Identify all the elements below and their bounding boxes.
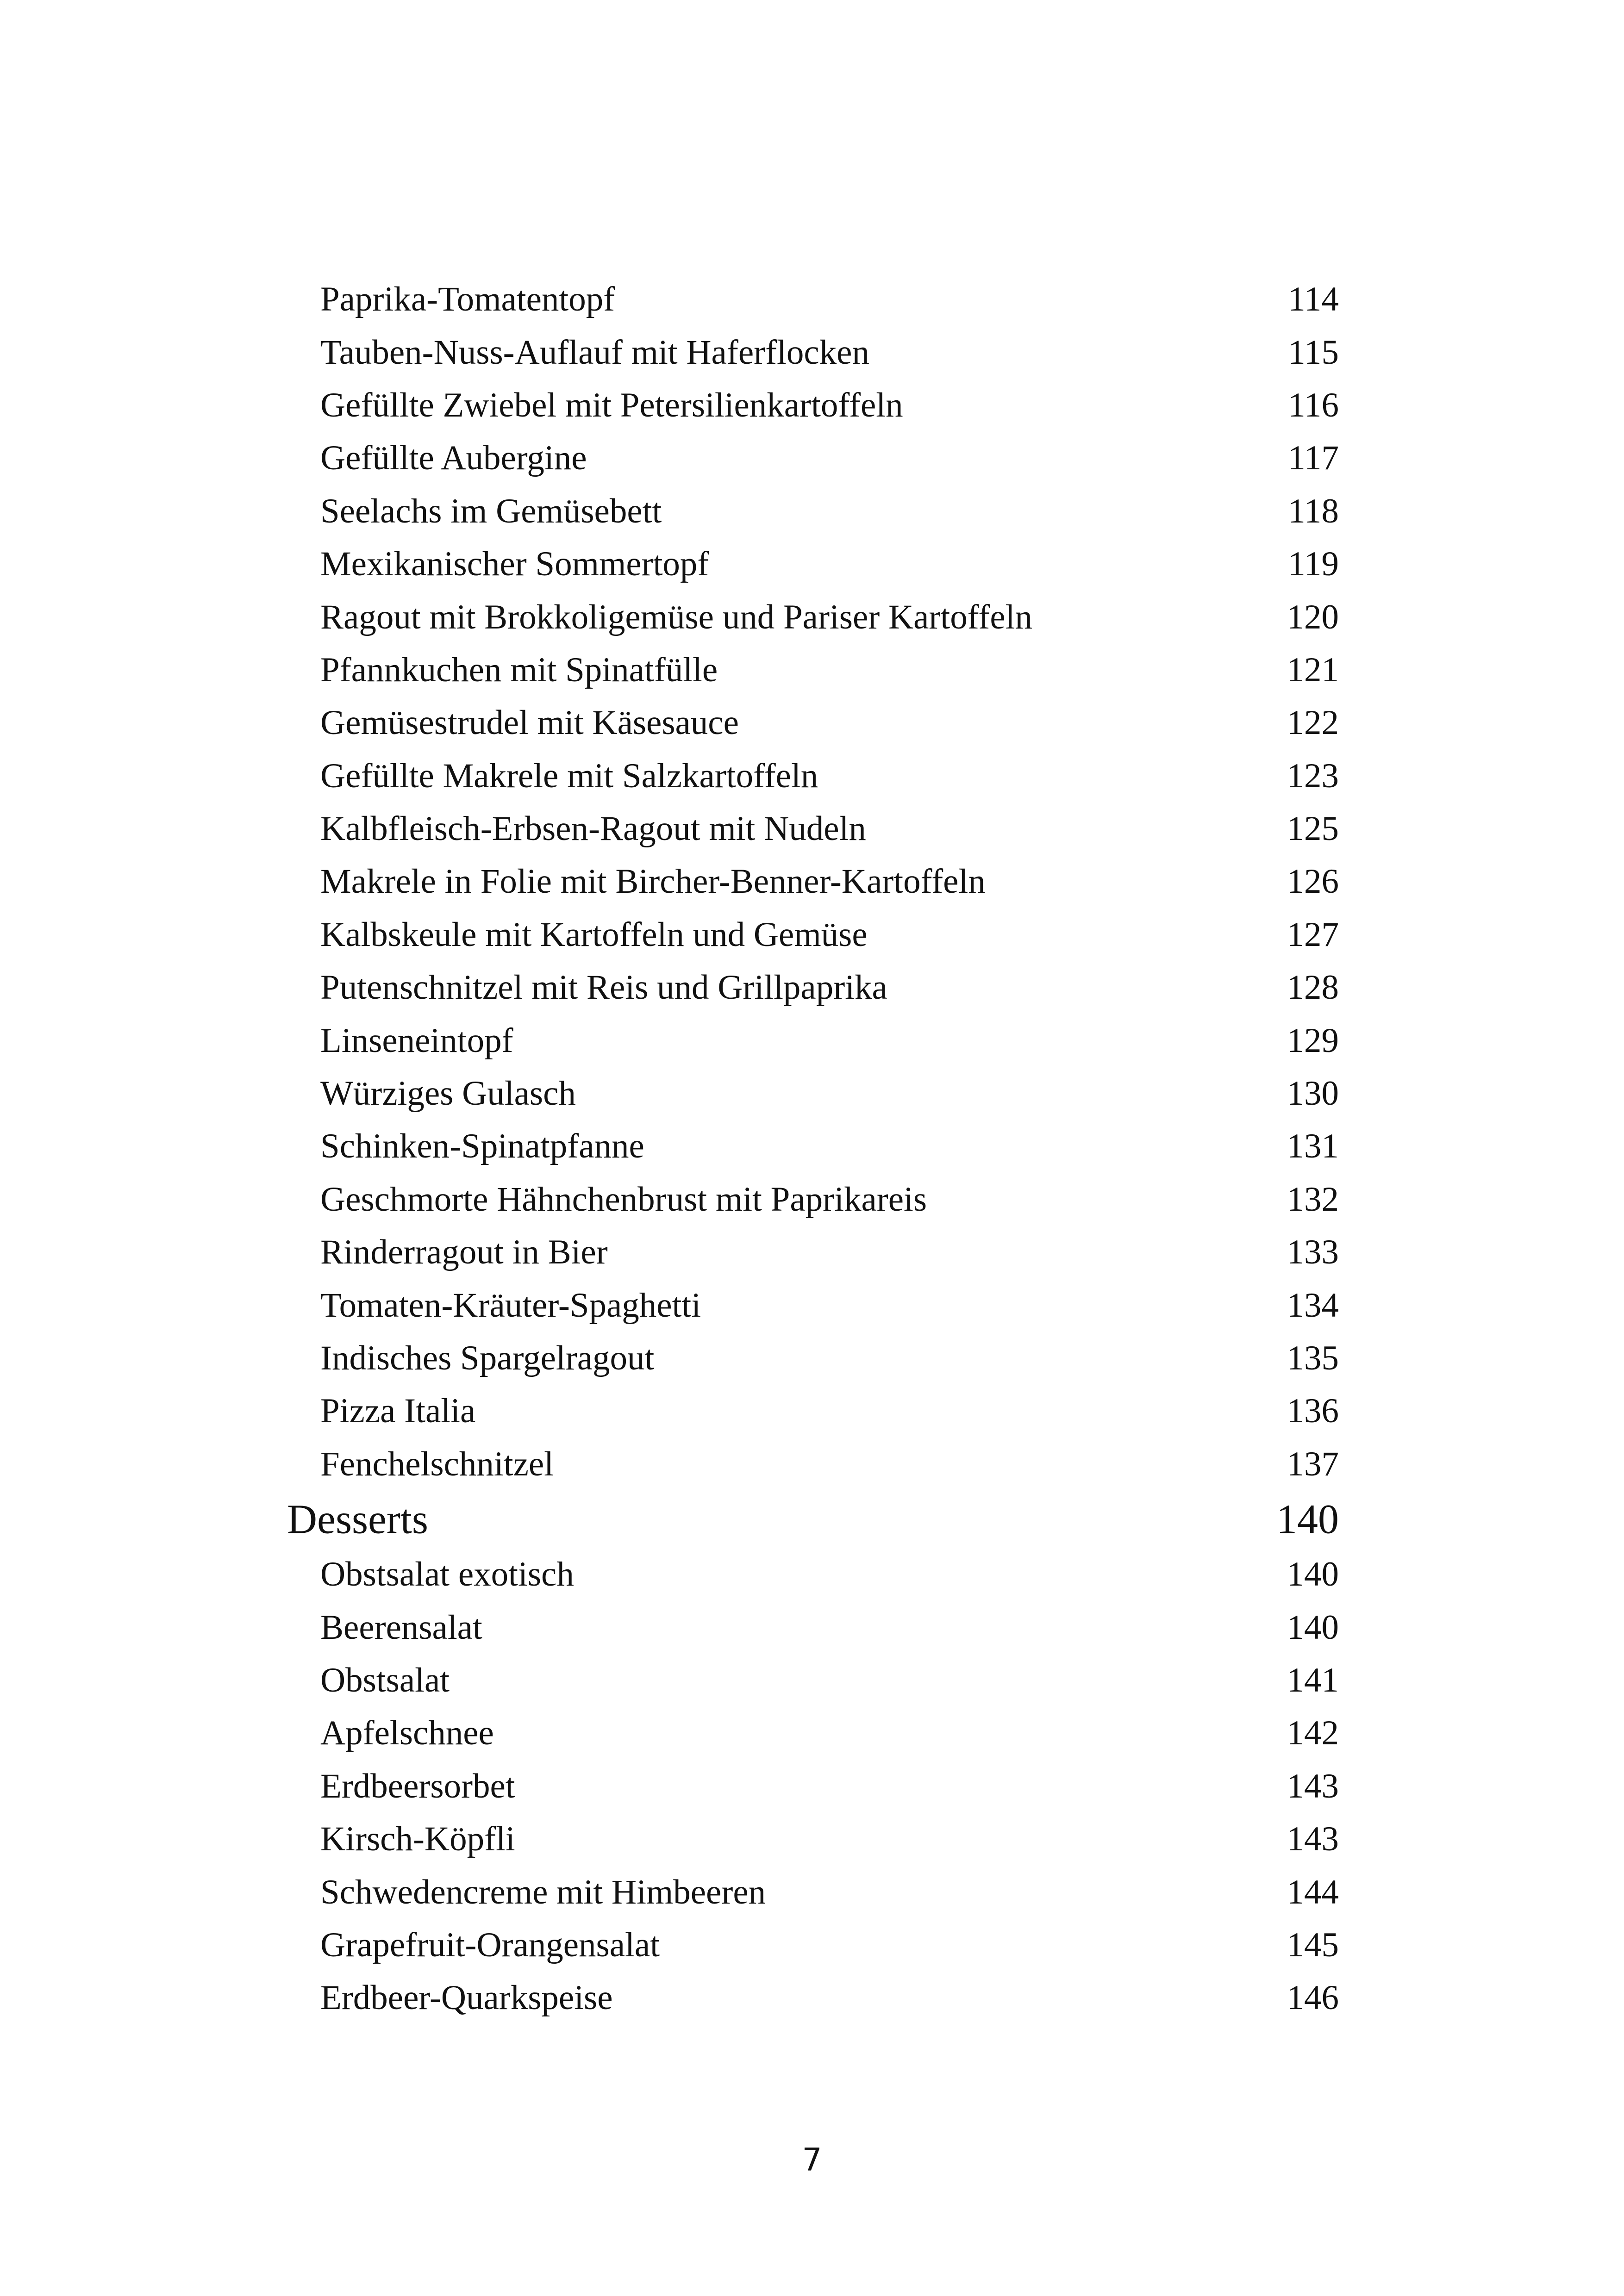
toc-entry-title: Apfelschnee <box>320 1714 494 1753</box>
page-number: 7 <box>802 2142 822 2178</box>
toc-entry-page: 146 <box>1287 1979 1339 2017</box>
toc-entry-page: 123 <box>1287 756 1339 795</box>
toc-entry-page: 132 <box>1287 1180 1339 1219</box>
toc-entry[interactable] <box>287 379 1339 432</box>
toc-entry-title: Linseneintopf <box>320 1021 513 1060</box>
toc-entry-page: 125 <box>1287 809 1339 848</box>
toc-entry-page: 114 <box>1288 280 1339 319</box>
toc-entry[interactable] <box>287 1972 1339 2024</box>
toc-entry-title: Beerensalat <box>320 1608 482 1647</box>
toc-entry[interactable] <box>287 1760 1339 1813</box>
toc-entry-page: 134 <box>1287 1286 1339 1325</box>
toc-entry[interactable] <box>287 803 1339 855</box>
toc-entry[interactable] <box>287 1438 1339 1491</box>
toc-entry-title: Gemüsestrudel mit Käsesauce <box>320 703 739 742</box>
section-page: 140 <box>1276 1496 1339 1543</box>
toc-entry-page: 131 <box>1287 1127 1339 1166</box>
toc-entry-title: Erdbeer-Quarkspeise <box>320 1979 613 2017</box>
toc-entry-page: 142 <box>1287 1714 1339 1753</box>
toc-entry-page: 126 <box>1287 862 1339 901</box>
toc-entry[interactable] <box>287 1173 1339 1226</box>
toc-entry-title: Ragout mit Brokkoligemüse und Pariser Kartoffeln <box>320 597 1032 636</box>
toc-entry-page: 122 <box>1287 703 1339 742</box>
toc-entry[interactable] <box>287 1120 1339 1173</box>
toc-entry-title: Tauben-Nuss-Auflauf mit Haferflocken <box>320 333 869 372</box>
toc-entry[interactable] <box>287 1707 1339 1760</box>
toc-entry-page: 137 <box>1287 1444 1339 1483</box>
toc-entry[interactable] <box>287 1866 1339 1918</box>
table-of-contents <box>287 273 1339 2025</box>
toc-entry-title: Pfannkuchen mit Spinatfülle <box>320 650 718 689</box>
toc-entry-page: 140 <box>1287 1555 1339 1594</box>
toc-entry-title: Indisches Spargelragout <box>320 1339 655 1377</box>
toc-entry-page: 143 <box>1287 1820 1339 1859</box>
toc-entry[interactable] <box>287 1067 1339 1120</box>
toc-entry-title: Schwedencreme mit Himbeeren <box>320 1873 766 1911</box>
toc-entry-title: Putenschnitzel mit Reis und Grillpaprika <box>320 968 887 1007</box>
toc-entry-page: 118 <box>1288 492 1339 530</box>
toc-entry-page: 135 <box>1287 1339 1339 1377</box>
toc-entry-page: 140 <box>1287 1608 1339 1647</box>
toc-entry-title: Erdbeersorbet <box>320 1767 515 1805</box>
toc-entry[interactable] <box>287 1654 1339 1707</box>
toc-entry-page: 143 <box>1287 1767 1339 1805</box>
toc-entry-page: 145 <box>1287 1925 1339 1964</box>
toc-entry-title: Obstsalat <box>320 1661 450 1699</box>
toc-entry-title: Rinderragout in Bier <box>320 1233 608 1272</box>
toc-entry[interactable] <box>287 1919 1339 1972</box>
toc-entry-page: 119 <box>1288 545 1339 584</box>
toc-entry-title: Tomaten-Kräuter-Spaghetti <box>320 1286 701 1325</box>
toc-entry-title: Schinken-Spinatpfanne <box>320 1127 644 1166</box>
toc-entry-title: Würziges Gulasch <box>320 1074 576 1113</box>
toc-entry-title: Grapefruit-Orangensalat <box>320 1925 660 1964</box>
toc-entry-title: Gefüllte Zwiebel mit Petersilienkartoffeln <box>320 386 903 424</box>
toc-entry[interactable] <box>287 750 1339 803</box>
toc-entry-page: 130 <box>1287 1074 1339 1113</box>
toc-entry-title: Gefüllte Aubergine <box>320 439 587 478</box>
toc-entry-title: Paprika-Tomatentopf <box>320 280 615 319</box>
toc-entry-title: Fenchelschnitzel <box>320 1444 554 1483</box>
toc-entry[interactable] <box>287 1332 1339 1385</box>
toc-entry-title: Gefüllte Makrele mit Salzkartoffeln <box>320 756 818 795</box>
toc-entry-title: Mexikanischer Sommertopf <box>320 545 709 584</box>
toc-entry[interactable] <box>287 1226 1339 1279</box>
toc-entry-title: Geschmorte Hähnchenbrust mit Paprikareis <box>320 1180 927 1219</box>
toc-entry[interactable] <box>287 644 1339 697</box>
toc-entry-title: Kirsch-Köpfli <box>320 1820 515 1859</box>
toc-entry[interactable] <box>287 591 1339 643</box>
toc-entry-page: 136 <box>1287 1392 1339 1431</box>
toc-entry[interactable] <box>287 855 1339 908</box>
toc-section-heading[interactable] <box>287 1491 1339 1548</box>
toc-entry[interactable] <box>287 1813 1339 1866</box>
toc-entry[interactable] <box>287 538 1339 591</box>
toc-entry-title: Kalbskeule mit Kartoffeln und Gemüse <box>320 915 868 954</box>
toc-entry-page: 121 <box>1287 650 1339 689</box>
toc-entry-page: 117 <box>1288 439 1339 478</box>
toc-entry[interactable] <box>287 697 1339 749</box>
toc-entry-page: 127 <box>1287 915 1339 954</box>
toc-entry-page: 120 <box>1287 597 1339 636</box>
toc-entry[interactable] <box>287 1385 1339 1437</box>
toc-entry-page: 133 <box>1287 1233 1339 1272</box>
toc-entry[interactable] <box>287 432 1339 485</box>
toc-entry[interactable] <box>287 273 1339 326</box>
toc-entry[interactable] <box>287 1601 1339 1654</box>
toc-entry-page: 128 <box>1287 968 1339 1007</box>
toc-entry[interactable] <box>287 1014 1339 1067</box>
section-title: Desserts <box>287 1496 428 1543</box>
toc-entry[interactable] <box>287 961 1339 1014</box>
toc-entry-page: 116 <box>1288 386 1339 424</box>
toc-entry-title: Obstsalat exotisch <box>320 1555 574 1594</box>
toc-entry-title: Makrele in Folie mit Bircher-Benner-Kartoffeln <box>320 862 986 901</box>
toc-entry-page: 129 <box>1287 1021 1339 1060</box>
toc-entry-title: Seelachs im Gemüsebett <box>320 492 662 530</box>
toc-entry[interactable] <box>287 326 1339 379</box>
toc-entry-title: Pizza Italia <box>320 1392 476 1431</box>
toc-entry-page: 115 <box>1288 333 1339 372</box>
toc-entry-title: Kalbfleisch-Erbsen-Ragout mit Nudeln <box>320 809 866 848</box>
toc-entry[interactable] <box>287 908 1339 961</box>
toc-entry[interactable] <box>287 485 1339 538</box>
toc-entry[interactable] <box>287 1548 1339 1601</box>
toc-entry-page: 141 <box>1287 1661 1339 1699</box>
toc-entry[interactable] <box>287 1279 1339 1332</box>
toc-entry-page: 144 <box>1287 1873 1339 1911</box>
